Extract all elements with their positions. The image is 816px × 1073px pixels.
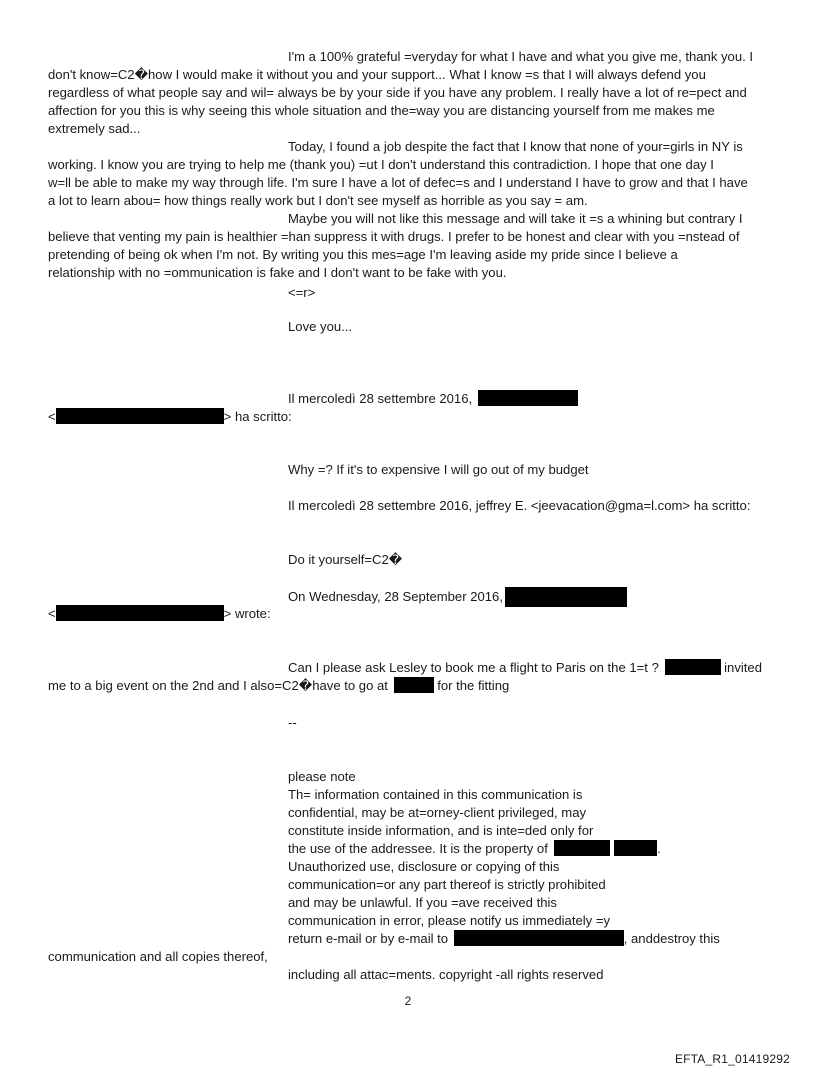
notice-text: the use of the addressee. It is the property of	[288, 841, 548, 856]
signoff: Love you...	[288, 319, 353, 334]
redaction-block	[614, 840, 657, 856]
quote-header-text: On Wednesday, 28 September 2016,	[288, 589, 503, 604]
body-line: I'm a 100% grateful =veryday for what I have and what you give me, thank you. I	[288, 49, 754, 64]
body-line: w=ll be able to make my way through life. I'm sure I have a lot of defec=s and I understand I have to grow and that I have	[48, 175, 748, 190]
document-id: EFTA_R1_01419292	[674, 1052, 790, 1066]
quote-suffix: > ha scritto:	[223, 409, 292, 424]
redaction-block	[505, 587, 627, 607]
request-text: for the fitting	[437, 678, 510, 693]
redaction-block	[665, 659, 721, 675]
body-line: don't know=C2�how I would make it without you and your support... What I know =s that I will always defend you	[48, 67, 706, 82]
quote-header	[288, 390, 578, 407]
signature-separator: --	[288, 715, 297, 730]
notice-line: Unauthorized use, disclosure or copying of this	[288, 859, 560, 874]
body-line: extremely sad...	[48, 121, 141, 136]
body-line: a lot to learn abou= how things really work but I don't see myself as horrible as you say = am.	[48, 193, 588, 208]
notice-line: please note	[288, 769, 356, 784]
quote-address-line	[48, 408, 292, 425]
br-tag: <=r>	[288, 285, 316, 300]
body-line: Maybe you will not like this message and will take it =s a whining but contrary I	[288, 211, 743, 226]
request-text: me to a big event on the 2nd and I also=C2�have to go at	[48, 678, 388, 693]
notice-text: .	[657, 841, 661, 856]
notice-line: communication in error, please notify us immediately =y	[288, 913, 611, 928]
page-number: 2	[404, 994, 412, 1008]
angle-bracket: <	[48, 606, 56, 621]
body-line: working. I know you are trying to help me (thank you) =ut I don't understand this contradiction. I hope that one day I	[48, 157, 714, 172]
notice-line: constitute inside information, and is inte=ded only for	[288, 823, 594, 838]
redaction-block	[478, 390, 578, 406]
body-line: relationship with no =ommunication is fake and I don't want to be fake with you.	[48, 265, 507, 280]
redaction-block	[56, 408, 224, 424]
request-text: Can I please ask Lesley to book me a flight to Paris on the 1=t ?	[288, 660, 659, 675]
request-line	[48, 677, 509, 694]
notice-text: , anddestroy this	[623, 931, 720, 946]
notice-line: and may be unlawful. If you =ave received this	[288, 895, 557, 910]
reply-line: Do it yourself=C2�	[288, 552, 403, 567]
notice-line: Th= information contained in this communication is	[288, 787, 583, 802]
notice-text: return e-mail or by e-mail to	[288, 931, 449, 946]
body-line: pretending of being ok when I'm not. By writing you this mes=age I'm leaving aside my pride since I believe a	[48, 247, 678, 262]
quote-header-text: Il mercoledì 28 settembre 2016,	[288, 391, 473, 406]
redaction-block	[56, 605, 224, 621]
redaction-block	[394, 677, 434, 693]
quote-suffix: > wrote:	[223, 606, 271, 621]
quote-header	[288, 587, 627, 607]
quote-header: Il mercoledì 28 settembre 2016, jeffrey E. <jeevacation@gma=l.com> ha scritto:	[288, 498, 751, 513]
request-line	[288, 659, 762, 676]
redaction-block	[554, 840, 610, 856]
body-line: regardless of what people say and wil= always be by your side if you have any problem. I really have a lot of re=pect and	[48, 85, 747, 100]
quote-address-line	[48, 605, 271, 622]
request-text: invited	[724, 660, 762, 675]
body-line: affection for you this is why seeing this whole situation and the=way you are distancing yourself from me makes me	[48, 103, 715, 118]
notice-line: communication=or any part thereof is strictly prohibited	[288, 877, 606, 892]
notice-line: communication and all copies thereof,	[48, 949, 268, 964]
body-line: believe that venting my pain is healthier =han suppress it with drugs. I prefer to be honest and clear with you =nstead of	[48, 229, 740, 244]
body-line: Today, I found a job despite the fact that I know that none of your=girls in NY is	[288, 139, 743, 154]
notice-line	[288, 930, 720, 947]
reply-line: Why =? If it's to expensive I will go out of my budget	[288, 462, 589, 477]
notice-line: including all attac=ments. copyright -all rights reserved	[288, 967, 604, 982]
redaction-block	[454, 930, 624, 946]
angle-bracket: <	[48, 409, 56, 424]
notice-line	[288, 840, 661, 857]
notice-line: confidential, may be at=orney-client privileged, may	[288, 805, 587, 820]
